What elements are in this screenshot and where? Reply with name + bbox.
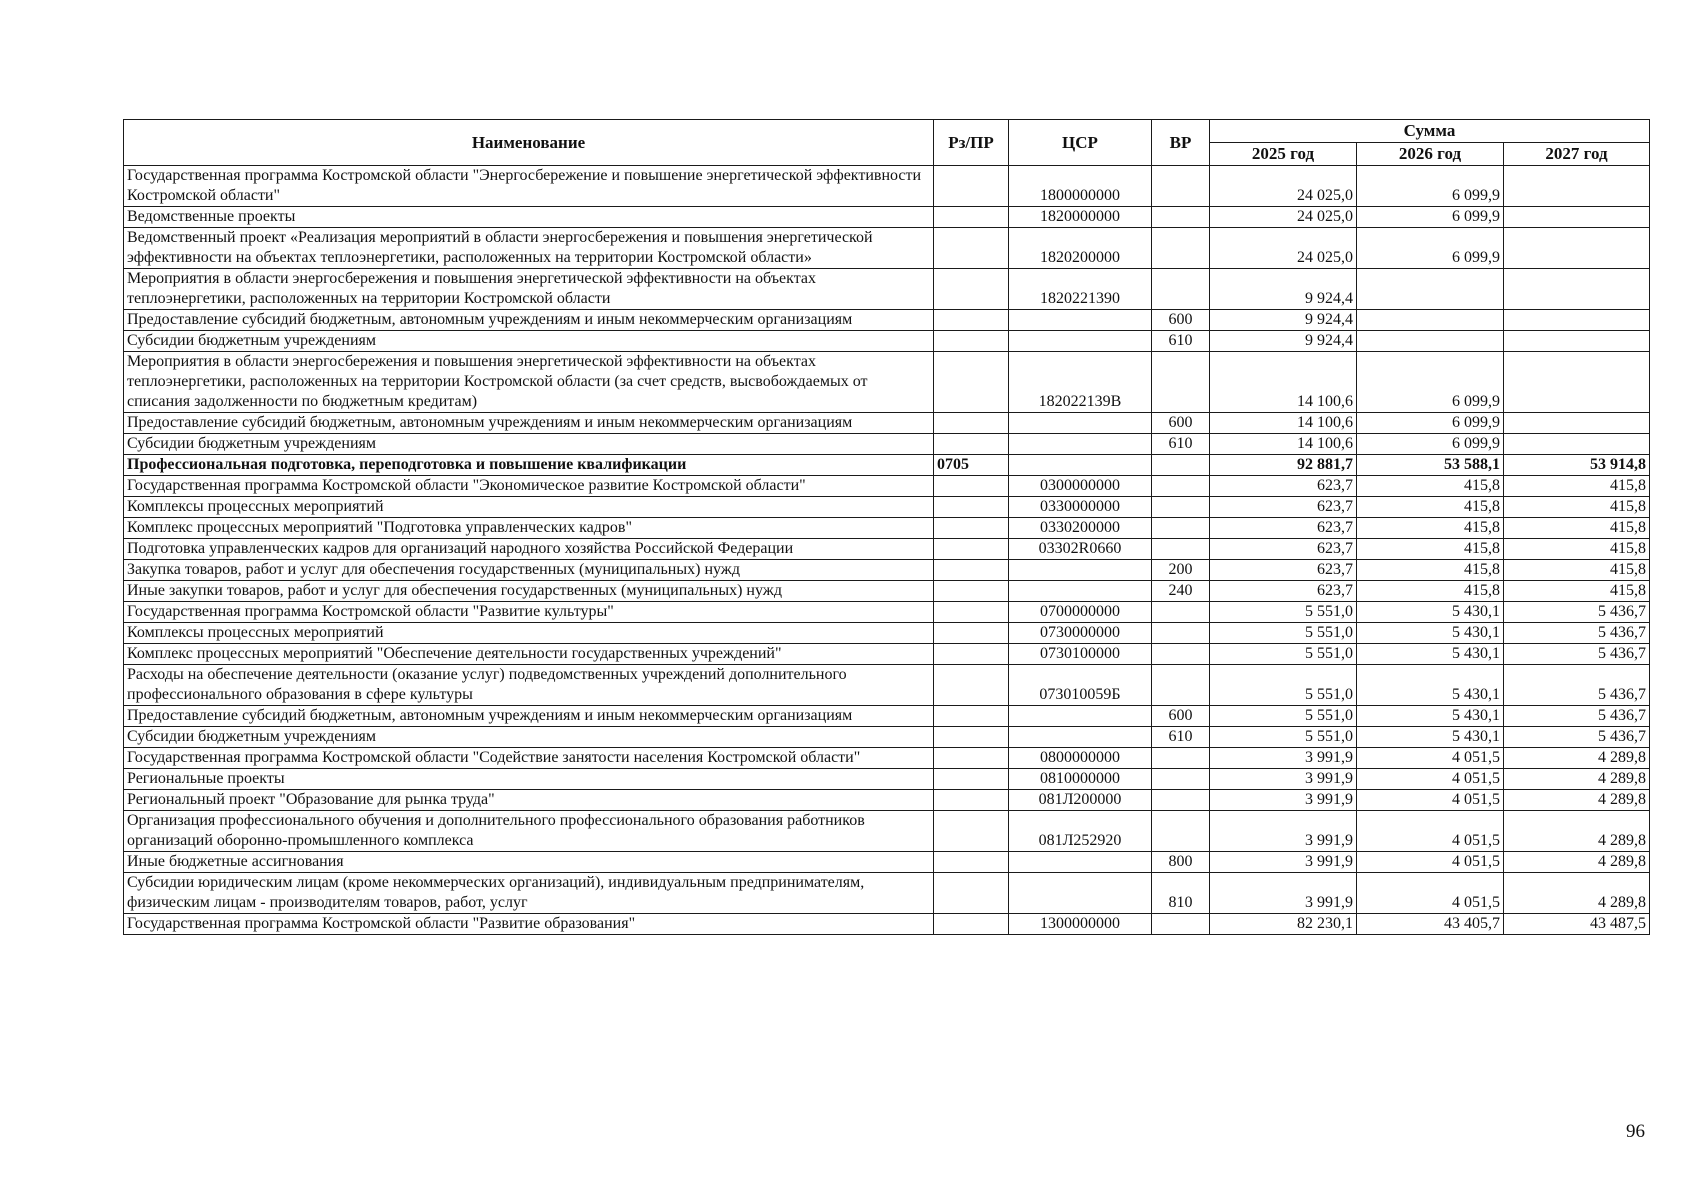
cell-name: Государственная программа Костромской области "Развитие образования": [124, 914, 934, 935]
table-row: [124, 623, 1650, 644]
cell-rz-pr: [934, 581, 1009, 602]
cell-csr: 0730000000: [1009, 623, 1152, 644]
table-row: [124, 665, 1650, 706]
table-row: [124, 207, 1650, 228]
cell-rz-pr: [934, 476, 1009, 497]
cell-name: Иные закупки товаров, работ и услуг для обеспечения государственных (муниципальных) нужд: [124, 581, 934, 602]
cell-2025: 14 100,6: [1210, 434, 1357, 455]
cell-rz-pr: [934, 518, 1009, 539]
cell-vr: 240: [1152, 581, 1210, 602]
cell-vr: [1152, 644, 1210, 665]
cell-2026: 5 430,1: [1357, 602, 1504, 623]
cell-csr: 03302R0660: [1009, 539, 1152, 560]
header-sum: Сумма: [1210, 120, 1650, 143]
cell-2026: 415,8: [1357, 539, 1504, 560]
cell-csr: 1800000000: [1009, 166, 1152, 207]
cell-vr: 610: [1152, 331, 1210, 352]
cell-rz-pr: [934, 269, 1009, 310]
cell-2026: 5 430,1: [1357, 644, 1504, 665]
cell-name: Комплексы процессных мероприятий: [124, 497, 934, 518]
cell-2027: 5 436,7: [1504, 665, 1650, 706]
cell-rz-pr: [934, 727, 1009, 748]
cell-2025: 3 991,9: [1210, 873, 1357, 914]
cell-csr: [1009, 310, 1152, 331]
table-row: [124, 518, 1650, 539]
cell-vr: [1152, 352, 1210, 413]
cell-2027: 4 289,8: [1504, 873, 1650, 914]
cell-2027: 5 436,7: [1504, 623, 1650, 644]
cell-2027: 5 436,7: [1504, 727, 1650, 748]
cell-vr: [1152, 623, 1210, 644]
cell-2026: 43 405,7: [1357, 914, 1504, 935]
cell-rz-pr: [934, 748, 1009, 769]
cell-csr: [1009, 434, 1152, 455]
cell-csr: [1009, 706, 1152, 727]
cell-csr: 0730100000: [1009, 644, 1152, 665]
cell-name: Государственная программа Костромской области "Содействие занятости населения Костромской области": [124, 748, 934, 769]
cell-csr: 081Л200000: [1009, 790, 1152, 811]
cell-2027: [1504, 434, 1650, 455]
table-row: [124, 644, 1650, 665]
table-row: [124, 310, 1650, 331]
cell-rz-pr: [934, 665, 1009, 706]
cell-2025: 9 924,4: [1210, 269, 1357, 310]
cell-2027: 415,8: [1504, 497, 1650, 518]
cell-2025: 623,7: [1210, 518, 1357, 539]
cell-name: Предоставление субсидий бюджетным, автономным учреждениям и иным некоммерческим организациям: [124, 706, 934, 727]
cell-2026: 5 430,1: [1357, 727, 1504, 748]
cell-rz-pr: [934, 413, 1009, 434]
table-row: [124, 727, 1650, 748]
cell-rz-pr: [934, 852, 1009, 873]
cell-2026: 6 099,9: [1357, 352, 1504, 413]
table-row: [124, 455, 1650, 476]
cell-vr: [1152, 769, 1210, 790]
cell-vr: [1152, 602, 1210, 623]
table-row: [124, 706, 1650, 727]
table-row: [124, 476, 1650, 497]
cell-name: Мероприятия в области энергосбережения и повышения энергетической эффективности на объектах теплоэнергетики, расположенных на территории Костромской области (за счет средств, высвобождаемых от списания задолженности по бюджетным кредитам): [124, 352, 934, 413]
cell-2026: 6 099,9: [1357, 166, 1504, 207]
header-rz-pr: Рз/ПР: [934, 120, 1009, 166]
cell-name: Предоставление субсидий бюджетным, автономным учреждениям и иным некоммерческим организациям: [124, 310, 934, 331]
cell-2027: [1504, 310, 1650, 331]
cell-2027: 5 436,7: [1504, 602, 1650, 623]
cell-vr: [1152, 166, 1210, 207]
cell-2026: 53 588,1: [1357, 455, 1504, 476]
cell-rz-pr: [934, 560, 1009, 581]
table-row: [124, 581, 1650, 602]
cell-2025: 623,7: [1210, 581, 1357, 602]
cell-csr: 0330000000: [1009, 497, 1152, 518]
table-row: [124, 769, 1650, 790]
cell-rz-pr: [934, 497, 1009, 518]
table-row: [124, 228, 1650, 269]
cell-vr: [1152, 207, 1210, 228]
cell-2026: 4 051,5: [1357, 852, 1504, 873]
cell-2026: 4 051,5: [1357, 790, 1504, 811]
cell-csr: 0700000000: [1009, 602, 1152, 623]
cell-2025: 24 025,0: [1210, 228, 1357, 269]
cell-rz-pr: [934, 539, 1009, 560]
cell-csr: [1009, 581, 1152, 602]
cell-2025: 3 991,9: [1210, 790, 1357, 811]
cell-vr: [1152, 497, 1210, 518]
cell-2025: 3 991,9: [1210, 748, 1357, 769]
cell-csr: [1009, 560, 1152, 581]
cell-rz-pr: [934, 228, 1009, 269]
cell-rz-pr: [934, 811, 1009, 852]
cell-rz-pr: [934, 873, 1009, 914]
table-row: [124, 331, 1650, 352]
cell-2026: 415,8: [1357, 476, 1504, 497]
cell-2026: 4 051,5: [1357, 873, 1504, 914]
cell-vr: 600: [1152, 706, 1210, 727]
cell-vr: [1152, 665, 1210, 706]
cell-csr: 0330200000: [1009, 518, 1152, 539]
page-number: 96: [1626, 1121, 1645, 1142]
cell-name: Мероприятия в области энергосбережения и повышения энергетической эффективности на объектах теплоэнергетики, расположенных на территории Костромской области: [124, 269, 934, 310]
cell-2025: 623,7: [1210, 476, 1357, 497]
cell-2025: 3 991,9: [1210, 769, 1357, 790]
cell-vr: 600: [1152, 413, 1210, 434]
cell-2026: 415,8: [1357, 518, 1504, 539]
table-row: [124, 413, 1650, 434]
header-csr: ЦСР: [1009, 120, 1152, 166]
cell-name: Государственная программа Костромской области "Экономическое развитие Костромской области": [124, 476, 934, 497]
cell-2026: 4 051,5: [1357, 811, 1504, 852]
table-row: [124, 434, 1650, 455]
cell-2025: 9 924,4: [1210, 310, 1357, 331]
cell-2027: 415,8: [1504, 539, 1650, 560]
cell-2027: 5 436,7: [1504, 706, 1650, 727]
cell-vr: 610: [1152, 727, 1210, 748]
cell-name: Комплекс процессных мероприятий "Подготовка управленческих кадров": [124, 518, 934, 539]
table-row: [124, 852, 1650, 873]
cell-2026: 415,8: [1357, 497, 1504, 518]
cell-csr: [1009, 873, 1152, 914]
cell-csr: 0810000000: [1009, 769, 1152, 790]
header-year-2027: 2027 год: [1504, 143, 1650, 166]
cell-2027: [1504, 413, 1650, 434]
cell-2025: 5 551,0: [1210, 665, 1357, 706]
cell-2026: 5 430,1: [1357, 706, 1504, 727]
table-row: [124, 748, 1650, 769]
cell-vr: [1152, 455, 1210, 476]
cell-2025: 14 100,6: [1210, 352, 1357, 413]
cell-2027: 53 914,8: [1504, 455, 1650, 476]
cell-2026: 6 099,9: [1357, 228, 1504, 269]
cell-name: Субсидии бюджетным учреждениям: [124, 434, 934, 455]
cell-2027: 4 289,8: [1504, 852, 1650, 873]
table-row: [124, 497, 1650, 518]
cell-name: Субсидии бюджетным учреждениям: [124, 331, 934, 352]
cell-2025: 82 230,1: [1210, 914, 1357, 935]
cell-2025: 623,7: [1210, 539, 1357, 560]
cell-name: Профессиональная подготовка, переподготовка и повышение квалификации: [124, 455, 934, 476]
cell-vr: [1152, 811, 1210, 852]
table-row: [124, 539, 1650, 560]
cell-name: Иные бюджетные ассигнования: [124, 852, 934, 873]
cell-2027: 43 487,5: [1504, 914, 1650, 935]
cell-name: Комплекс процессных мероприятий "Обеспечение деятельности государственных учреждений": [124, 644, 934, 665]
cell-vr: 610: [1152, 434, 1210, 455]
cell-2026: 415,8: [1357, 581, 1504, 602]
budget-table: [123, 119, 1650, 935]
cell-csr: 0300000000: [1009, 476, 1152, 497]
cell-2027: 415,8: [1504, 581, 1650, 602]
cell-vr: 810: [1152, 873, 1210, 914]
cell-2027: [1504, 166, 1650, 207]
cell-name: Ведомственные проекты: [124, 207, 934, 228]
cell-2025: 3 991,9: [1210, 811, 1357, 852]
cell-vr: [1152, 518, 1210, 539]
cell-csr: [1009, 413, 1152, 434]
cell-name: Государственная программа Костромской области "Развитие культуры": [124, 602, 934, 623]
table-row: [124, 269, 1650, 310]
cell-csr: 1300000000: [1009, 914, 1152, 935]
cell-2025: 24 025,0: [1210, 207, 1357, 228]
cell-2025: 14 100,6: [1210, 413, 1357, 434]
cell-csr: 1820200000: [1009, 228, 1152, 269]
cell-2025: 5 551,0: [1210, 706, 1357, 727]
cell-name: Региональный проект "Образование для рынка труда": [124, 790, 934, 811]
cell-vr: [1152, 228, 1210, 269]
cell-rz-pr: [934, 790, 1009, 811]
cell-name: Субсидии юридическим лицам (кроме некоммерческих организаций), индивидуальным предпринимателям, физическим лицам - производителям товаров, работ, услуг: [124, 873, 934, 914]
table-row: [124, 790, 1650, 811]
cell-2027: 415,8: [1504, 476, 1650, 497]
cell-vr: [1152, 748, 1210, 769]
cell-csr: [1009, 455, 1152, 476]
cell-name: Организация профессионального обучения и дополнительного профессионального образования работников организаций оборонно-промышленного комплекса: [124, 811, 934, 852]
cell-rz-pr: [934, 434, 1009, 455]
cell-rz-pr: [934, 769, 1009, 790]
cell-2026: 5 430,1: [1357, 665, 1504, 706]
cell-2027: [1504, 228, 1650, 269]
cell-rz-pr: [934, 310, 1009, 331]
cell-2025: 3 991,9: [1210, 852, 1357, 873]
cell-vr: [1152, 269, 1210, 310]
cell-2026: 6 099,9: [1357, 413, 1504, 434]
cell-vr: 200: [1152, 560, 1210, 581]
cell-2025: 9 924,4: [1210, 331, 1357, 352]
header-year-2025: 2025 год: [1210, 143, 1357, 166]
cell-name: Региональные проекты: [124, 769, 934, 790]
table-row: [124, 811, 1650, 852]
table-row: [124, 873, 1650, 914]
cell-rz-pr: 0705: [934, 455, 1009, 476]
cell-2025: 5 551,0: [1210, 623, 1357, 644]
cell-2026: 5 430,1: [1357, 623, 1504, 644]
cell-vr: [1152, 790, 1210, 811]
cell-vr: [1152, 914, 1210, 935]
cell-rz-pr: [934, 644, 1009, 665]
cell-rz-pr: [934, 602, 1009, 623]
cell-rz-pr: [934, 331, 1009, 352]
cell-csr: [1009, 331, 1152, 352]
cell-name: Государственная программа Костромской области "Энергосбережение и повышение энергетической эффективности Костромской области": [124, 166, 934, 207]
cell-csr: [1009, 852, 1152, 873]
cell-2026: 4 051,5: [1357, 769, 1504, 790]
cell-vr: 600: [1152, 310, 1210, 331]
cell-csr: 182022139В: [1009, 352, 1152, 413]
cell-2026: 6 099,9: [1357, 434, 1504, 455]
cell-2026: [1357, 310, 1504, 331]
cell-2025: 24 025,0: [1210, 166, 1357, 207]
cell-csr: [1009, 727, 1152, 748]
table-row: [124, 166, 1650, 207]
cell-name: Подготовка управленческих кадров для организаций народного хозяйства Российской Федерации: [124, 539, 934, 560]
cell-csr: 0800000000: [1009, 748, 1152, 769]
cell-vr: 800: [1152, 852, 1210, 873]
cell-2027: [1504, 269, 1650, 310]
cell-rz-pr: [934, 706, 1009, 727]
table-row: [124, 560, 1650, 581]
cell-2027: 5 436,7: [1504, 644, 1650, 665]
cell-rz-pr: [934, 166, 1009, 207]
table-row: [124, 352, 1650, 413]
cell-csr: 1820221390: [1009, 269, 1152, 310]
cell-csr: 073010059Б: [1009, 665, 1152, 706]
cell-2025: 623,7: [1210, 497, 1357, 518]
cell-2026: [1357, 269, 1504, 310]
cell-2027: [1504, 331, 1650, 352]
cell-name: Ведомственный проект «Реализация мероприятий в области энергосбережения и повышения энергетической эффективности на объектах теплоэнергетики, расположенных на территории Костромской области»: [124, 228, 934, 269]
cell-2025: 623,7: [1210, 560, 1357, 581]
cell-2025: 92 881,7: [1210, 455, 1357, 476]
cell-2026: 4 051,5: [1357, 748, 1504, 769]
cell-name: Расходы на обеспечение деятельности (оказание услуг) подведомственных учреждений дополнительного профессионального образования в сфере культуры: [124, 665, 934, 706]
cell-2027: 415,8: [1504, 560, 1650, 581]
cell-name: Субсидии бюджетным учреждениям: [124, 727, 934, 748]
cell-rz-pr: [934, 352, 1009, 413]
header-vr: ВР: [1152, 120, 1210, 166]
header-year-2026: 2026 год: [1357, 143, 1504, 166]
table-row: [124, 602, 1650, 623]
cell-vr: [1152, 476, 1210, 497]
cell-2027: 4 289,8: [1504, 769, 1650, 790]
cell-name: Закупка товаров, работ и услуг для обеспечения государственных (муниципальных) нужд: [124, 560, 934, 581]
table-row: [124, 914, 1650, 935]
cell-name: Комплексы процессных мероприятий: [124, 623, 934, 644]
cell-2025: 5 551,0: [1210, 644, 1357, 665]
cell-2027: 4 289,8: [1504, 748, 1650, 769]
cell-name: Предоставление субсидий бюджетным, автономным учреждениям и иным некоммерческим организациям: [124, 413, 934, 434]
table-body: [124, 166, 1650, 935]
table-header: [124, 120, 1650, 166]
header-name: Наименование: [124, 120, 934, 166]
cell-2027: 4 289,8: [1504, 811, 1650, 852]
cell-2027: 4 289,8: [1504, 790, 1650, 811]
cell-rz-pr: [934, 207, 1009, 228]
cell-2027: [1504, 352, 1650, 413]
cell-2025: 5 551,0: [1210, 602, 1357, 623]
cell-rz-pr: [934, 623, 1009, 644]
cell-2026: [1357, 331, 1504, 352]
cell-2025: 5 551,0: [1210, 727, 1357, 748]
cell-csr: 081Л252920: [1009, 811, 1152, 852]
cell-2027: [1504, 207, 1650, 228]
cell-2026: 6 099,9: [1357, 207, 1504, 228]
cell-vr: [1152, 539, 1210, 560]
cell-csr: 1820000000: [1009, 207, 1152, 228]
cell-2026: 415,8: [1357, 560, 1504, 581]
cell-rz-pr: [934, 914, 1009, 935]
cell-2027: 415,8: [1504, 518, 1650, 539]
